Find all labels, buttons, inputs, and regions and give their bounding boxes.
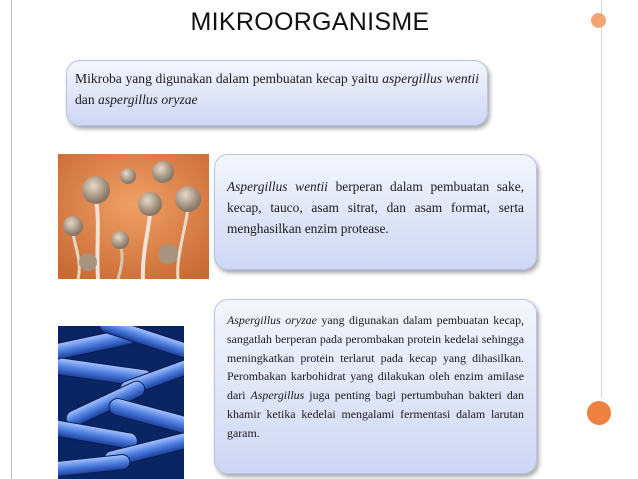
oryzae-species-name: Aspergillus oryzae <box>227 313 317 327</box>
wentii-callout <box>214 154 537 270</box>
intro-species-2: aspergillus oryzae <box>98 92 198 107</box>
decor-dot-bottom <box>587 401 611 425</box>
bacteria-illustration <box>58 326 184 479</box>
bacteria-image <box>58 326 184 479</box>
intro-callout <box>66 60 488 126</box>
wentii-species-name: Aspergillus wentii <box>227 179 328 194</box>
intro-text-1: Mikroba yang digunakan dalam pembuatan kecap yaitu <box>75 71 383 86</box>
aspergillus-wentii-image <box>58 154 209 279</box>
wentii-description: berperan dalam pembuatan sake, kecap, tauco, asam sitrat, dan asam format, serta menghasilkan enzim protease. <box>227 179 524 236</box>
intro-text-2: dan <box>75 92 99 107</box>
oryzae-description-1: yang digunakan dalam pembuatan kecap, sangatlah berperan pada perombakan protein kedelai sehingga meningkatkan protein terlarut pada kecap yang dihasilkan. Perombakan karbohidrat yang dilakukan oleh enzim amilase dari <box>227 313 524 403</box>
oryzae-callout <box>214 299 537 474</box>
oryzae-description-2: juga penting bagi pertumbuhan bakteri dan khamir ketika kedelai mengalami fermentasi dalam larutan garam. <box>227 388 524 440</box>
slide-title: MIKROORGANISME <box>190 8 430 36</box>
fungi-illustration <box>58 154 209 279</box>
right-divider-line <box>601 0 602 398</box>
intro-species-1: aspergillus wentii <box>382 71 479 86</box>
oryzae-genus-name: Aspergillus <box>250 388 305 403</box>
left-divider-line <box>11 0 12 479</box>
